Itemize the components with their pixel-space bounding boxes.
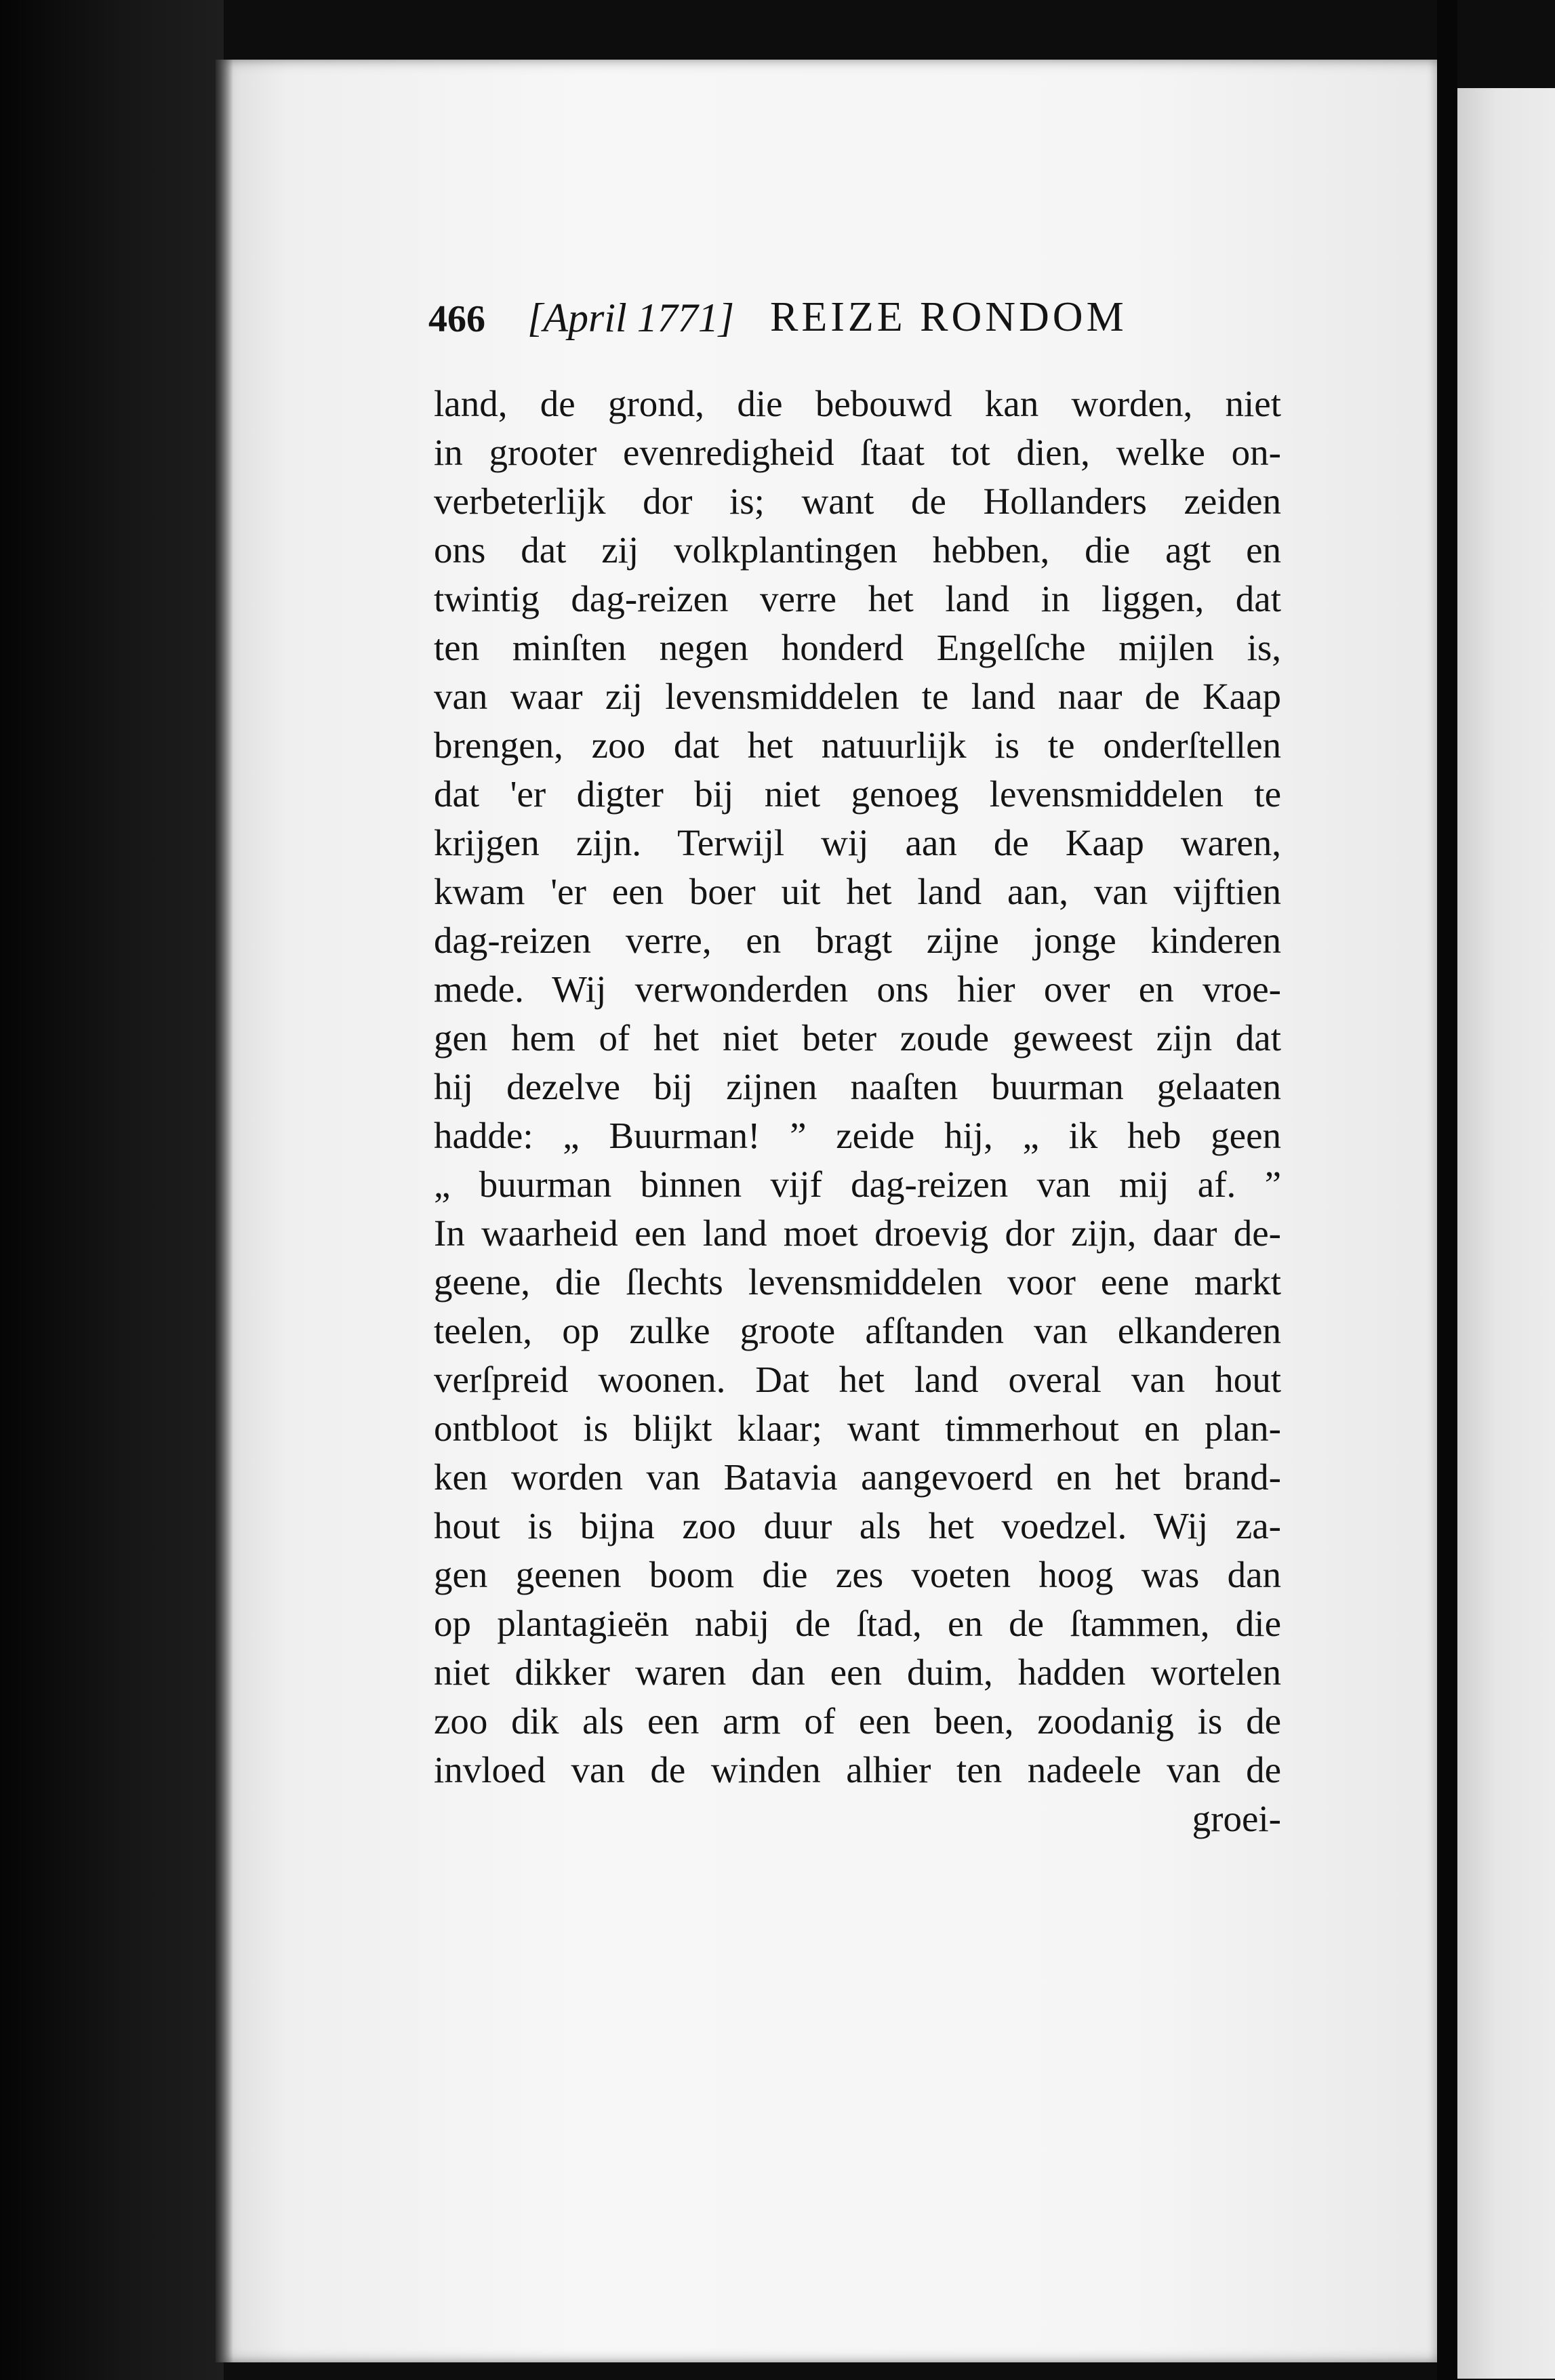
- catchword: groei-: [1192, 1798, 1281, 1839]
- text-line: invloed van de winden alhier ten nadeele van de: [434, 1749, 1281, 1790]
- adjacent-page-edge: [1457, 88, 1555, 2379]
- text-line: In waarheid een land moet droevig dor zijn, daar de-: [434, 1212, 1281, 1254]
- text-line: verbeterlijk dor is; want de Hollanders zeiden: [434, 480, 1281, 522]
- text-line: ontbloot is blijkt klaar; want timmerhout en plan-: [434, 1408, 1281, 1449]
- text-line: dag-reizen verre, en bragt zijne jonge kinderen: [434, 920, 1281, 961]
- text-line: niet dikker waren dan een duim, hadden wortelen: [434, 1651, 1281, 1693]
- page-header: [428, 288, 1228, 356]
- text-line: verſpreid woonen. Dat het land overal van hout: [434, 1359, 1281, 1400]
- text-line: krijgen zijn. Terwijl wij aan de Kaap waren,: [434, 822, 1281, 863]
- text-line: op plantagieën nabij de ſtad, en de ſtammen, die: [434, 1603, 1281, 1644]
- text-line: geene, die ſlechts levensmiddelen voor eene markt: [434, 1261, 1281, 1302]
- text-line: twintig dag-reizen verre het land in liggen, dat: [434, 578, 1281, 619]
- page-number: 466: [428, 298, 485, 340]
- text-line: dat 'er digter bij niet genoeg levensmiddelen te: [434, 773, 1281, 815]
- text-line: van waar zij levensmiddelen te land naar de Kaap: [434, 676, 1281, 717]
- text-line: hij dezelve bij zijnen naaſten buurman gelaaten: [434, 1066, 1281, 1107]
- text-line: brengen, zoo dat het natuurlijk is te onderſtellen: [434, 724, 1281, 766]
- body-text: [434, 379, 1281, 1843]
- date-label: [April 1771]: [527, 295, 735, 340]
- text-line: gen hem of het niet beter zoude geweest zijn dat: [434, 1017, 1281, 1059]
- text-line: hout is bijna zoo duur als het voedzel. Wij za-: [434, 1505, 1281, 1546]
- book-gutter: [1437, 0, 1457, 2380]
- text-line: land, de grond, die bebouwd kan worden, niet: [434, 383, 1281, 424]
- text-line: kwam 'er een boer uit het land aan, van vijftien: [434, 871, 1281, 912]
- text-line: gen geenen boom die zes voeten hoog was dan: [434, 1554, 1281, 1595]
- text-line: „ buurman binnen vijf dag-reizen van mij af. ”: [434, 1164, 1281, 1205]
- text-line: mede. Wij verwonderden ons hier over en vroe-: [434, 968, 1281, 1010]
- text-line: ten minſten negen honderd Engelſche mijlen is,: [434, 627, 1281, 668]
- text-line: ons dat zij volkplantingen hebben, die agt en: [434, 529, 1281, 571]
- text-line: hadde: „ Buurman! ” zeide hij, „ ik heb geen: [434, 1115, 1281, 1156]
- text-line: teelen, op zulke groote afſtanden van elkanderen: [434, 1310, 1281, 1351]
- text-line: in grooter evenredigheid ſtaat tot dien, welke on-: [434, 432, 1281, 473]
- running-title: REIZE RONDOM: [770, 294, 1127, 340]
- text-line: ken worden van Batavia aangevoerd en het brand-: [434, 1456, 1281, 1498]
- scan-left-margin: [0, 0, 224, 2380]
- text-line: zoo dik als een arm of een been, zoodanig is de: [434, 1700, 1281, 1742]
